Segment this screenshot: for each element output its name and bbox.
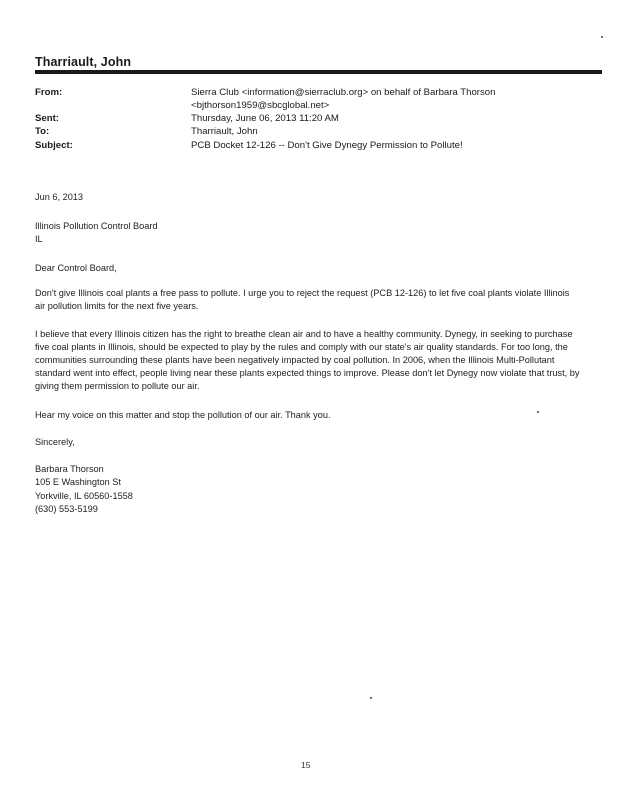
scan-speck <box>370 697 372 699</box>
paragraph-2 <box>35 328 580 393</box>
header-divider <box>35 70 602 74</box>
signature-address-1: 105 E Washington St <box>35 477 121 487</box>
signature-address-2: Yorkville, IL 60560-1558 <box>35 491 133 501</box>
scan-speck <box>537 411 539 413</box>
paragraph-1-text: Don't give Illinois coal plants a free pass to pollute. I urge you to reject the request (PCB 12-126) to let five coal plants violate Illinois air pollution limits for the next five years. <box>35 288 570 311</box>
paragraph-2-text: I believe that every Illinois citizen has the right to breathe clean air and to have a healthy community. Dynegy, in seeking to purchase five coal plants in Illinois, should be expected to play by the rules and comply with our state's air quality standards. For too long, the communities surrounding these plants have been negatively impacted by coal pollution. In 2006, when the Illinois Multi-Pollutant standard went into effect, people living near these plants expected things to improve. Please don't let Dynegy now violate that trust, by giving them permission to pollute our air. <box>35 329 580 391</box>
recipient-line-2: IL <box>35 234 43 244</box>
paragraph-3 <box>35 409 580 422</box>
from-value: Sierra Club <information@sierraclub.org> on behalf of Barbara Thorson <box>191 87 496 98</box>
from-value-email: <bjthorson1959@sbcglobal.net> <box>191 100 330 111</box>
recipient-line-1: Illinois Pollution Control Board <box>35 221 158 231</box>
signature-phone: (630) 553-5199 <box>35 504 98 514</box>
subject-label: Subject: <box>35 140 73 151</box>
to-label: To: <box>35 126 50 137</box>
subject-value: PCB Docket 12-126 -- Don't Give Dynegy Permission to Pollute! <box>191 140 463 151</box>
closing: Sincerely, <box>35 437 75 447</box>
mailbox-owner-name: Tharriault, John <box>35 55 132 69</box>
salutation: Dear Control Board, <box>35 263 117 273</box>
paragraph-1 <box>35 287 580 313</box>
to-value: Tharriault, John <box>191 126 258 137</box>
sent-label: Sent: <box>35 113 59 124</box>
scan-speck <box>601 36 603 38</box>
page-number: 15 <box>301 760 311 770</box>
from-label: From: <box>35 87 63 98</box>
signature-name: Barbara Thorson <box>35 464 104 474</box>
paragraph-3-text: Hear my voice on this matter and stop the pollution of our air. Thank you. <box>35 410 331 420</box>
sent-value: Thursday, June 06, 2013 11:20 AM <box>191 113 339 124</box>
letter-date: Jun 6, 2013 <box>35 192 84 202</box>
